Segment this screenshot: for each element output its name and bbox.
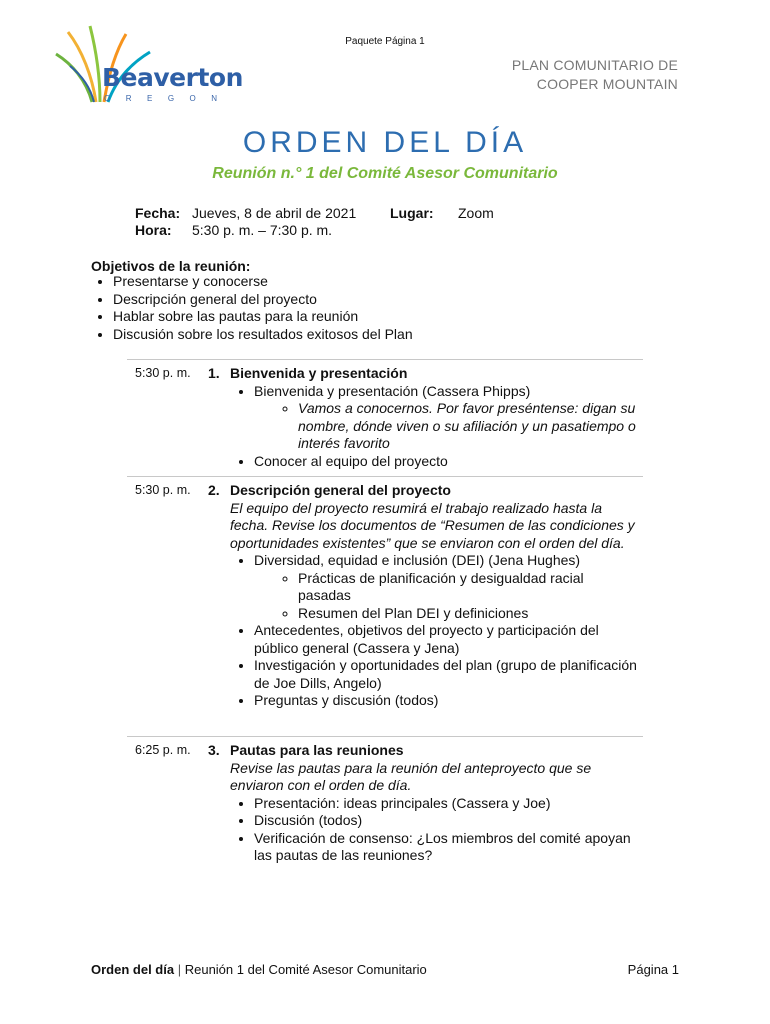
agenda-title: Bienvenida y presentación (230, 365, 408, 381)
agenda-title: Pautas para las reuniones (230, 742, 404, 758)
list-item: ◦ Vamos a conocernos. Por favor preséntense: digan su nombre, dónde viven o su afiliación y un pasatiempo o interés favorito (298, 400, 640, 453)
list-item: • Preguntas y discusión (todos) (254, 692, 640, 710)
divider (127, 359, 643, 360)
plan-name: PLAN COMUNITARIO DE COOPER MOUNTAIN (511, 57, 678, 92)
logo-state: OREGON (104, 94, 233, 103)
footer-left (91, 962, 427, 977)
list-item: • Descripción general del proyecto (113, 291, 413, 309)
agenda-description: El equipo del proyecto resumirá el trabajo realizado hasta la fecha. Revise los documentos de “Resumen de las condiciones y oportunidades existentes” que se enviaron con el orden del día. (230, 499, 635, 551)
list-item: • Discusión sobre los resultados exitosos del Plan (113, 326, 413, 344)
list-item: • Bienvenida y presentación (Cassera Phipps) ◦ Vamos a conocernos. Por favor preséntense: digan su nombre, dónde viven o su afiliación y un pasatiempo o interés favorito (254, 383, 640, 453)
list-item: • Diversidad, equidad e inclusión (DEI) (Jena Hughes) ◦ Prácticas de planificación y desigualdad racial pasadas ◦ Resumen del Plan DEI y definiciones (254, 552, 640, 622)
logo-wordmark: Beaverton (102, 63, 243, 92)
agenda-time: 6:25 p. m. (135, 743, 191, 757)
list-item: ◦ Resumen del Plan DEI y definiciones (298, 605, 640, 623)
objectives-list (91, 273, 413, 343)
divider (127, 476, 643, 477)
agenda-item-3 (230, 742, 640, 865)
agenda-number: 1. (208, 365, 220, 381)
page-title: ORDEN DEL DÍA (242, 126, 528, 159)
list-item: • Antecedentes, objetivos del proyecto y participación del público general (Cassera y Jena) (254, 622, 640, 657)
divider (127, 736, 643, 737)
beaverton-logo (50, 20, 243, 108)
agenda-description: Revise las pautas para la reunión del anteproyecto que se enviaron con el orden de día. (230, 759, 592, 793)
footer-meeting-label: Reunión 1 del Comité Asesor Comunitario (184, 962, 427, 977)
time-value: 5:30 p. m. – 7:30 p. m. (192, 222, 333, 238)
time-label: Hora: (135, 222, 172, 238)
agenda-item-2 (230, 482, 640, 710)
list-item: • Hablar sobre las pautas para la reunión (113, 308, 413, 326)
list-item: • Presentación: ideas principales (Cassera y Joe) (254, 795, 640, 813)
list-item: • Discusión (todos) (254, 812, 640, 830)
packet-page-label: Paquete Página 1 (345, 36, 425, 47)
footer-page-number: Página 1 (627, 962, 679, 977)
agenda-number: 2. (208, 482, 220, 498)
list-item: • Verificación de consenso: ¿Los miembros del comité apoyan las pautas de las reuniones? (254, 830, 640, 865)
place-value: Zoom (458, 205, 494, 221)
list-item: • Conocer al equipo del proyecto (254, 453, 640, 471)
objectives-heading: Objetivos de la reunión: (91, 258, 251, 274)
date-value: Jueves, 8 de abril de 2021 (192, 205, 357, 221)
page-subtitle: Reunión n.° 1 del Comité Asesor Comunitario (212, 165, 558, 182)
agenda-item-1 (230, 365, 640, 470)
footer-doc-label: Orden del día (91, 962, 175, 977)
footer-separator: | (177, 962, 182, 977)
agenda-number: 3. (208, 742, 220, 758)
list-item: ◦ Prácticas de planificación y desigualdad racial pasadas (298, 570, 640, 605)
agenda-time: 5:30 p. m. (135, 366, 191, 380)
agenda-time: 5:30 p. m. (135, 483, 191, 497)
list-item: • Investigación y oportunidades del plan (grupo de planificación de Joe Dills, Angelo) (254, 657, 640, 692)
agenda-title: Descripción general del proyecto (230, 482, 451, 498)
date-label: Fecha: (135, 205, 181, 221)
list-item: • Presentarse y conocerse (113, 273, 413, 291)
place-label: Lugar: (390, 205, 434, 221)
